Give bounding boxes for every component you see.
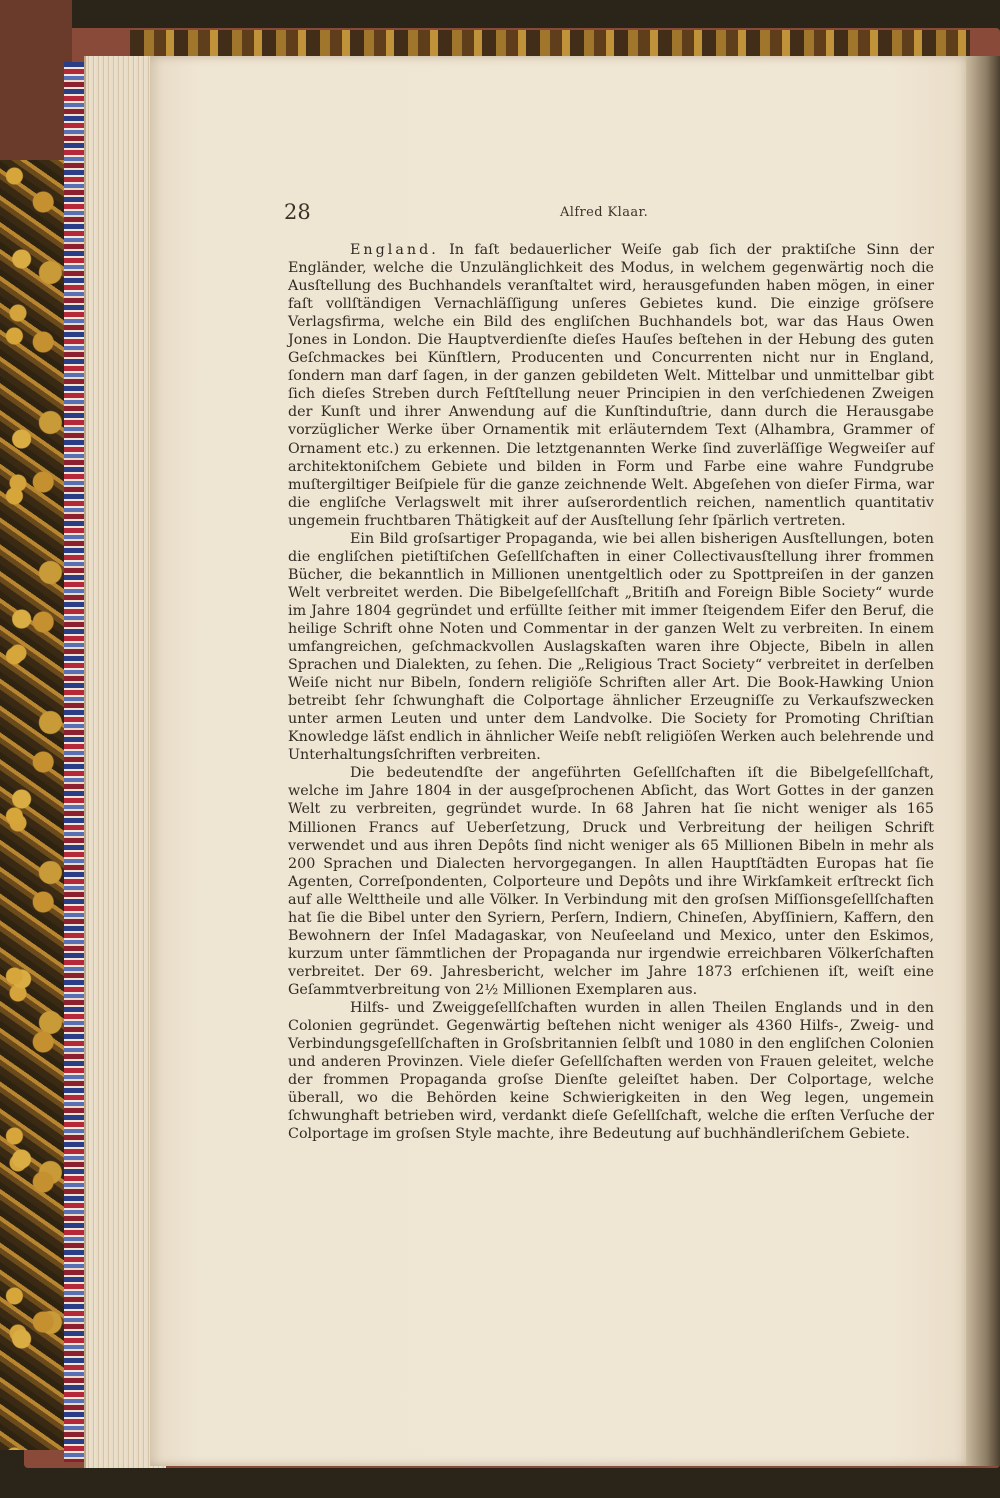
gutter-shadow — [966, 56, 1000, 1466]
paragraph-text: In faſt bedauerlicher Weiſe gab ſich der praktiſche Sinn der Engländer, welche die Unzulänglichkeit des Modus, in welchem gegenwärtig noch die Ausſtellung des Buchhandels veranſtaltet wird, herausgefunden haben mögen, in einer faſt vollſtändigen Vernachläſſigung unſeres Gebietes kund. Die einzige gröſsere Verlagsfirma, welche ein Bild des engliſchen Buchhandels bot, war das Haus Owen Jones in London. Die Hauptverdienſte dieſes Hauſes beſtehen in der Hebung des guten Geſchmackes bei Künſtlern, Producenten und Concurrenten nicht nur in England, ſondern man darf ſagen, in der ganzen gebildeten Welt. Mittelbar und unmittelbar gibt ſich dieſes Streben durch Feſtſtellung neuer Principien in den verſchiedenen Zweigen der Kunſt und ihrer Anwendung auf die Kunſtinduſtrie, dann durch die Herausgabe vorzüglicher Werke über Ornamentik mit erläuterndem Text (Alhambra, Grammer of Ornament etc.) zu erkennen. Die letztgenannten Werke ſind zuverläſſige Wegweiſer auf architektoniſchem Gebiete und bilden in Form und Farbe eine wahre Fundgrube muſtergiltiger Beiſpiele für die ganze zeichnende Welt. Abgeſehen von dieſer Firma, war die engliſche Verlagswelt mit ihrer auſserordentlich reichen, namentlich quantitativ ungemein fruchtbaren Thätigkeit auf der Ausſtellung ſehr ſpärlich vertreten. — [288, 242, 934, 529]
cover-corner — [0, 0, 72, 160]
body-text — [288, 241, 934, 1143]
page-header — [284, 200, 940, 230]
paragraph-text: Die bedeutendſte der angeführten Geſellſchaften iſt die Bibelgeſellſchaft, welche im Jahre 1804 in der ausgeſprochenen Abſicht, das Wort Gottes in der ganzen Welt zu verbreiten, gegründet wurde. In 68 Jahren hat ſie nicht weniger als 165 Millionen Francs auf Ueberſetzung, Druck und Verbreitung der heiligen Schrift verwendet und aus ihren Depôts ſind nicht weniger als 65 Millionen Bibeln in mehr als 200 Sprachen und Dialecten hervorgegangen. In allen Hauptſtädten Europas hat ſie Agenten, Correſpondenten, Colporteure und Depôts und ihre Wirkſamkeit erſtreckt ſich auf alle Welttheile und alle Völker. In Verbindung mit den groſsen Miſſionsgeſellſchaften hat ſie die Bibel unter den Syriern, Perſern, Indiern, Chineſen, Abyſſiniern, Kaffern, den Bewohnern der Inſel Madagaskar, von Neuſeeland und Mexico, unter den Eskimos, kurzum unter ſämmtlichen der Propaganda nur irgendwie erreichbaren Völkerſchaften verbreitet. Der 69. Jahresbericht, welcher im Jahre 1873 erſchienen iſt, weiſt eine Geſammtverbreitung von 2½ Millionen Exemplaren aus. — [288, 765, 934, 998]
spaced-lead-word: England. — [350, 242, 439, 258]
marbled-cover — [0, 160, 72, 1450]
paragraph-3 — [288, 764, 934, 999]
paragraph-text: Ein Bild groſsartiger Propaganda, wie bei allen bisherigen Ausſtellungen, boten die engliſchen pietiſtiſchen Geſellſchaften in einer Collectivausſtellung ihrer frommen Bücher, die bekanntlich in Millionen unentgeltlich oder zu Spottpreiſen in der ganzen Welt verbreitet werden. Die Bibelgeſellſchaft „Britiſh and Foreign Bible Society“ wurde im Jahre 1804 gegründet und erfüllte ſeither mit immer ſteigendem Eifer den Beruf, die heilige Schrift ohne Noten und Commentar in der ganzen Welt zu verbreiten. In einem umfangreichen, geſchmackvollen Auslagskaſten waren ihre Objecte, Bibeln in allen Sprachen und Dialekten, zu ſehen. Die „Religious Tract Society“ verbreitet in derſelben Weiſe nicht nur Bibeln, ſondern religiöſe Schriften aller Art. Die Book-Hawking Union betreibt ſehr ſchwunghaft die Colportage ähnlicher Erzeugniſſe zu Verkaufszwecken unter armen Leuten und unter dem Landvolke. Die Society for Promoting Chriſtian Knowledge läſst endlich in ähnlicher Weiſe nebſt religiöſen Werken auch belehrende und Unterhaltungsſchriften verbreiten. — [288, 530, 934, 764]
paragraph-4 — [288, 999, 934, 1143]
paragraph-1 — [288, 241, 934, 530]
running-head: Alfred Klaar. — [560, 205, 649, 220]
page-number: 28 — [284, 200, 311, 224]
paragraph-2 — [288, 530, 934, 765]
paragraph-text: Hilfs- und Zweiggeſellſchaften wurden in allen Theilen Englands und in den Colonien gegründet. Gegenwärtig beſtehen nicht weniger als 4360 Hilfs-, Zweig- und Verbindungsgeſellſchaften in Groſsbritannien ſelbſt und 1080 in den engliſchen Colonien und anderen Provinzen. Viele dieſer Geſellſchaften werden von Frauen geleitet, welche der frommen Propaganda groſse Dienſte geleiſtet haben. Der Colportage, welche überall, wo die Behörden keine Schwierigkeiten in den Weg legen, ungemein ſchwunghaft betrieben wird, verdankt dieſe Geſellſchaft, welche die erſten Verſuche der Colportage im groſsen Style machte, ihre Bedeutung auf buchhändleriſchem Gebiete. — [288, 999, 934, 1143]
